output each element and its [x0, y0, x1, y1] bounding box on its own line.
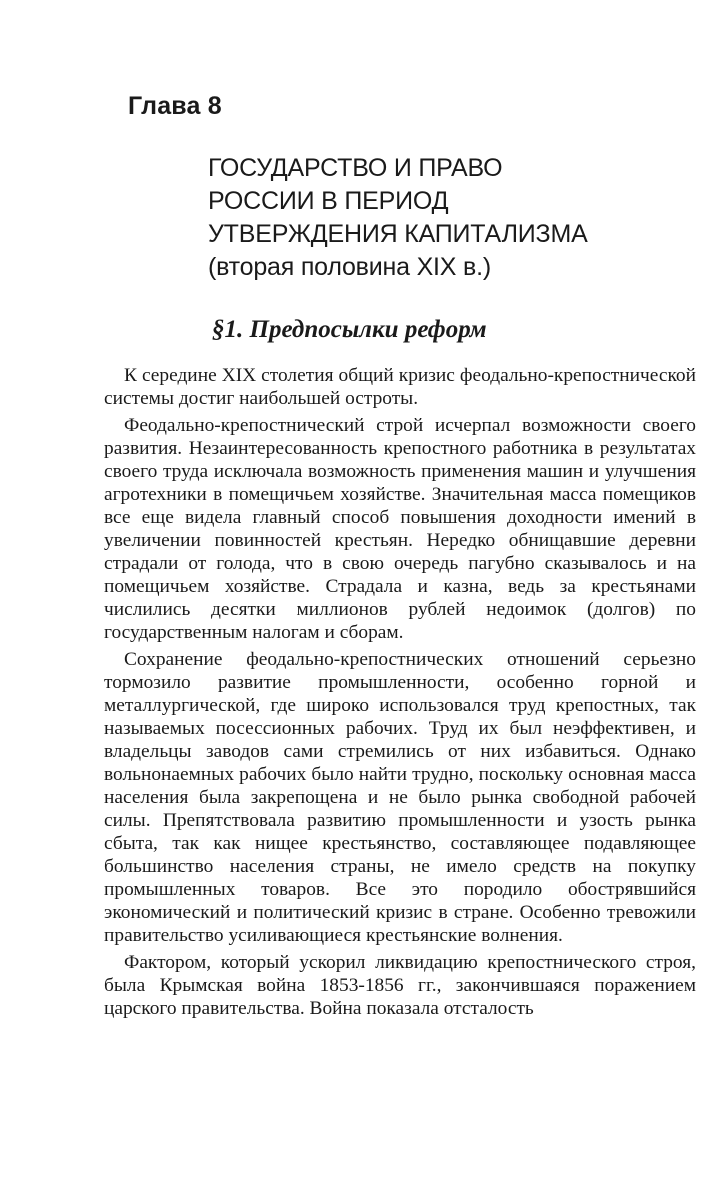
chapter-title-line: РОССИИ В ПЕРИОД	[208, 187, 449, 215]
paragraph: Сохранение феодально-крепостнических отношений серьезно тормозило развитие промышленности, особенно горной и металлургической, где широко использовался труд крепостных, так называемых посессионных рабочих. Труд их был неэффективен, и владельцы заводов сами стремились от них избавиться. Однако вольнонаемных рабочих было найти трудно, поскольку основная масса населения была закрепощена и не было рынка свободной рабочей силы. Препятствовала развитию промышленности и узость рынка сбыта, так как нищее крестьянство, составляющее подавляющее большинство населения страны, не имело средств на покупку промышленных товаров. Все это породило обострявшийся экономический и политический кризис в стране. Особенно тревожили правительство усиливающиеся крестьянские волнения.	[104, 649, 696, 946]
section-title: §1. Предпосылки реформ	[212, 316, 487, 343]
chapter-title-line: УТВЕРЖДЕНИЯ КАПИТАЛИЗМА	[208, 220, 588, 248]
paragraph: Фактором, который ускорил ликвидацию крепостнического строя, была Крымская война 1853-1856 гг., закончившаяся поражением царского правительства. Война показала отсталость	[104, 952, 696, 1019]
chapter-title-line: ГОСУДАРСТВО И ПРАВО	[208, 154, 503, 182]
chapter-label: Глава 8	[128, 92, 222, 120]
body-text	[104, 364, 696, 1020]
paragraph: Феодально-крепостнический строй исчерпал возможности своего развития. Незаинтересованность крепостного работника в результатах своего труда исключала возможность применения машин и улучшения агротехники в помещичьем хозяйстве. Значительная масса помещиков все еще видела главный способ повышения доходности имений в увеличении повинностей крестьян. Нередко обнищавшие деревни страдали от голода, что в свою очередь пагубно сказывалось и на помещичьем хозяйстве. Страдала и казна, ведь за крестьянами числились десятки миллионов рублей недоимок (долгов) по государственным налогам и сборам.	[104, 415, 696, 643]
paragraph: К середине XIX столетия общий кризис феодально-крепостнической системы достиг наибольшей остроты.	[104, 365, 696, 409]
chapter-subtitle: (вторая половина XIX в.)	[208, 253, 491, 281]
chapter-title	[208, 152, 588, 284]
